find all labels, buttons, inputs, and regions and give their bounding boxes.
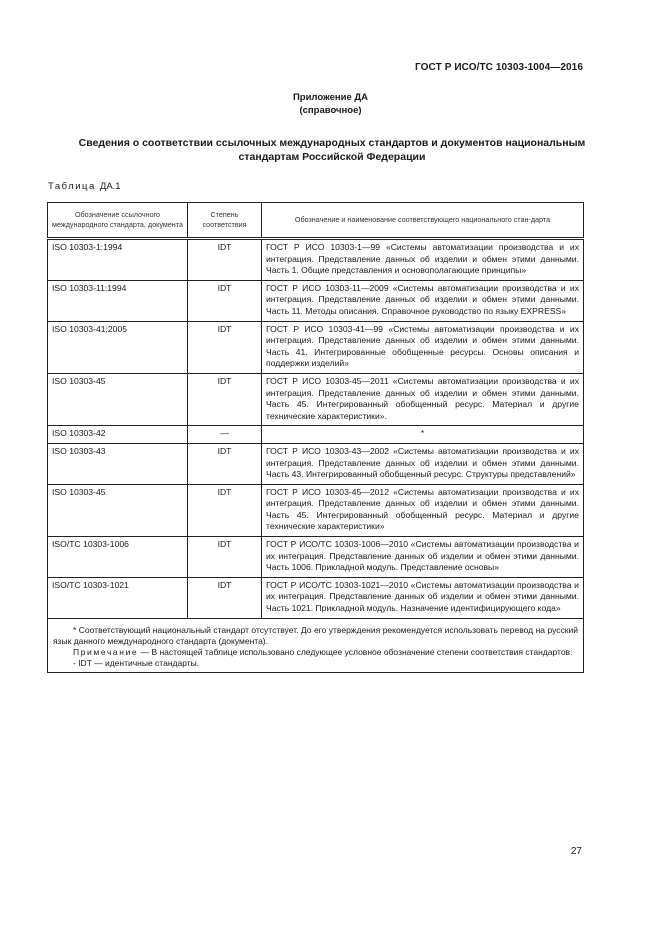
table-caption-number: ДА.1 — [99, 181, 121, 192]
note-text: — В настоящей таблице использовано следующее условное обозначение степени соответствия стандартов: — [140, 647, 573, 658]
cell-standard: ISO 10303-45 — [48, 484, 188, 536]
cell-degree: IDT — [188, 373, 262, 425]
cell-degree: IDT — [188, 280, 262, 321]
table-row — [48, 373, 584, 425]
cell-degree: IDT — [188, 577, 262, 618]
cell-standard: ISO 10303-43 — [48, 443, 188, 484]
table-row — [48, 426, 584, 444]
cell-degree: — — [188, 426, 262, 444]
cell-national-standard: ГОСТ Р ИСО 10303-45—2012 «Системы автоматизации производства и их интеграция. Представление данных об изделии и обмен этими данными. Часть 45. Интегрированный обобщенный ресурс. Материал и другие технические характеристики» — [262, 484, 584, 536]
note-label: Примечание — [73, 647, 139, 658]
table-caption — [48, 181, 121, 192]
table-row — [48, 239, 584, 281]
table-row — [48, 577, 584, 618]
cell-standard: ISO 10303-1:1994 — [48, 239, 188, 281]
cell-degree: IDT — [188, 321, 262, 373]
table-footnote: * Соответствующий национальный стандарт отсутствует. До его утверждения рекомендуется использовать перевод на русский язык данного международного стандарта (документа). — [53, 624, 578, 646]
column-header-national-standard: Обозначение и наименование соответствующего национального стан-дарта — [262, 203, 584, 239]
cell-national-standard: ГОСТ Р ИСО 10303-11—2009 «Системы автоматизации производства и их интеграция. Представление данных об изделии и обмен этими данными. Часть 11. Методы описания. Справочное руководство по языку EXPRESS» — [262, 280, 584, 321]
cell-standard: ISO/TC 10303-1021 — [48, 577, 188, 618]
cell-degree: IDT — [188, 443, 262, 484]
table-row — [48, 484, 584, 536]
table-row — [48, 537, 584, 578]
page-number: 27 — [570, 846, 582, 857]
table-row — [48, 321, 584, 373]
cell-standard: ISO 10303-42 — [48, 426, 188, 444]
cell-national-standard: ГОСТ Р ИСО/ТС 10303-1006—2010 «Системы автоматизации производства и их интеграция. Представление данных об изделии и обмен этими данными. Часть 1006. Прикладной модуль. Представление основы» — [262, 537, 584, 578]
cell-degree: IDT — [188, 537, 262, 578]
appendix-title: Приложение ДА — [292, 92, 369, 103]
appendix-subtitle: (справочное) — [299, 105, 362, 116]
cell-standard: ISO/TC 10303-1006 — [48, 537, 188, 578]
note-item: - IDT — идентичные стандарты. — [73, 658, 200, 669]
table-header-row — [48, 203, 584, 239]
column-header-degree: Степень соответствия — [188, 203, 262, 239]
correspondence-table — [47, 202, 584, 673]
cell-standard: ISO 10303-11:1994 — [48, 280, 188, 321]
cell-standard: ISO 10303-45 — [48, 373, 188, 425]
table-caption-word: Таблица — [48, 181, 96, 192]
table-row — [48, 443, 584, 484]
cell-national-standard: ГОСТ Р ИСО 10303-45—2011 «Системы автоматизации производства и их интеграция. Представление данных об изделии и обмен этими данными. Часть 45. Интегрированный обобщенный ресурс. Материал и другие технические характеристики». — [262, 373, 584, 425]
cell-standard: ISO 10303-41;2005 — [48, 321, 188, 373]
cell-national-standard: ГОСТ Р ИСО 10303-41—99 «Системы автоматизации производства и их интеграция. Представление данных об изделии и обмен этими данными. Часть 41. Интегрированные обобщенные ресурсы. Основы описания и поддержки изделий» — [262, 321, 584, 373]
table-note — [53, 647, 578, 658]
section-heading: Сведения о соответствии ссылочных международных стандартов и документов национальным стандартам Российской Федерации — [78, 137, 586, 163]
cell-national-standard: ГОСТ Р ИСО 10303-1—99 «Системы автоматизации производства и их интеграция. Представление данных об изделии и обмен этими данными. Часть 1. Общие представления и основополагающие принципы» — [262, 239, 584, 281]
cell-national-standard: * — [262, 426, 584, 444]
appendix-block — [0, 91, 661, 117]
cell-national-standard: ГОСТ Р ИСО 10303-43—2002 «Системы автоматизации производства и их интеграция. Представление данных об изделии и обмен этими данными. Часть 43. Интегрированный обобщенный ресурс. Структуры представлений» — [262, 443, 584, 484]
document-code: ГОСТ Р ИСО/ТС 10303-1004—2016 — [415, 62, 583, 73]
cell-degree: IDT — [188, 484, 262, 536]
table-notes-row — [48, 618, 584, 673]
table-notes — [48, 618, 584, 673]
cell-degree: IDT — [188, 239, 262, 281]
table-row — [48, 280, 584, 321]
cell-national-standard: ГОСТ Р ИСО/ТС 10303-1021—2010 «Системы автоматизации производства и их интеграция. Представление данных об изделии и обмен этими данными. Часть 1021. Прикладной модуль. Назначение идентифицирующего кода» — [262, 577, 584, 618]
column-header-standard: Обозначение ссылочного международного стандарта, документа — [48, 203, 188, 239]
